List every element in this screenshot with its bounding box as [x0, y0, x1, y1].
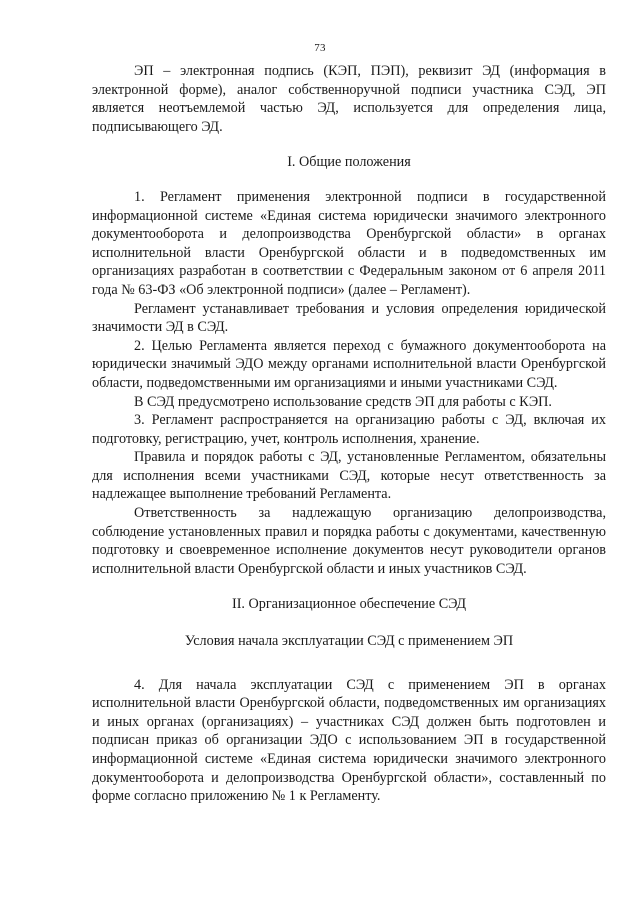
section-1-title: I. Общие положения — [287, 154, 411, 171]
paragraph-1-requirements: Регламент устанавливает требования и условия определения юридической значимости ЭД в СЭД. — [92, 300, 606, 336]
paragraph-3-responsibility: Ответственность за надлежащую организацию делопроизводства, соблюдение установленных правил и порядка работы с документами, качественную подготовку и своевременное исполнение документов несут руководители органов исполнительной власти Оренбургской области и иных участников СЭД. — [92, 505, 606, 577]
page-number: 73 — [314, 42, 326, 54]
intro-paragraph: ЭП – электронная подпись (КЭП, ПЭП), реквизит ЭД (информация в электронной форме), аналог собственноручной подписи участника СЭД, ЭП является неотъемлемой частью ЭД, используется для определения лица, подписывающего ЭД. — [92, 63, 606, 135]
paragraph-2-kep: В СЭД предусмотрено использование средств ЭП для работы с КЭП. — [134, 393, 552, 410]
document-body — [92, 62, 606, 806]
paragraph-3-rules: Правила и порядок работы с ЭД, установленные Регламентом, обязательны для исполнения всеми участниками СЭД, которые несут ответственность за надлежащее выполнение требований Регламента. — [92, 449, 606, 503]
paragraph-2: 2. Целью Регламента является переход с бумажного документооборота на юридически значимый ЭДО между органами исполнительной власти Оренбургской области, подведомственными им организациями и иными участниками СЭД. — [92, 337, 606, 391]
paragraph-3: 3. Регламент распространяется на организацию работы с ЭД, включая их подготовку, регистрацию, учет, контроль исполнения, хранение. — [92, 412, 606, 447]
paragraph-1: 1. Регламент применения электронной подписи в государственной информационной системе «Единая система юридически значимого электронного документооборота и делопроизводства Оренбургской области» в органах исполнительной власти Оренбургской области и в подведомственных им организациях разработан в соответствии с Федеральным законом от 6 апреля 2011 года № 63-ФЗ «Об электронной подписи» (далее – Регламент). — [92, 188, 606, 298]
section-2-subtitle: Условия начала эксплуатации СЭД с применением ЭП — [184, 633, 514, 650]
paragraph-4: 4. Для начала эксплуатации СЭД с применением ЭП в органах исполнительной власти Оренбургской области, подведомственных им организациях и иных органах (организациях) – участниках СЭД должен быть подготовлен и подписан приказ об организации ЭДО с использованием ЭП в государственной информационной системе «Единая система юридически значимого электронного документооборота и делопроизводства Оренбургской области», составленный по форме согласно приложению № 1 к Регламенту. — [92, 676, 606, 805]
section-2-title: II. Организационное обеспечение СЭД — [231, 596, 467, 613]
